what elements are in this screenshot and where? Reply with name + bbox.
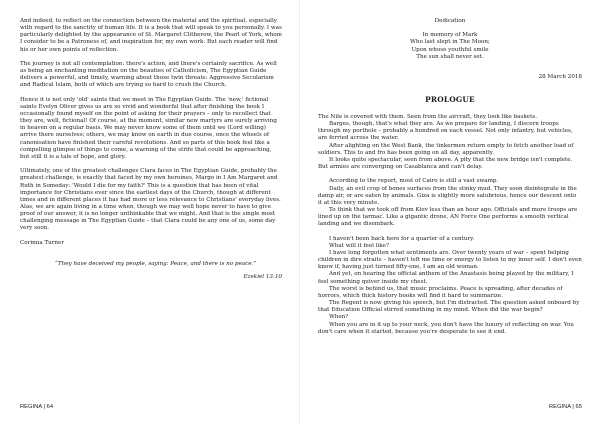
prologue-line: The Regent is now giving his speech, but I'm distracted. The question asked onboard by that Education Official stirred something in my mind. When did the war begin? — [318, 300, 580, 314]
prologue-line: After alighting on the West Bank, the tinkermen return empty to fetch another load of soldiers. This to and fro has been going on all day, apparently. — [318, 142, 574, 156]
prologue-line: I have long forgotten what sentiments are. Over twenty years of war – spent helping children in dire straits – haven't left me time or energy to listen to my inner self. I don't even know if, having just turned fifty-one, I am an old woman. — [318, 249, 582, 271]
prologue-line: The Nile is covered with them. Seen from the aircraft, they look like baskets. — [318, 114, 537, 120]
left-page-body — [20, 18, 282, 281]
prologue-line: And yet, on hearing the official anthem of the Anastasis being played by the military, I feel something quiver inside my chest. — [318, 271, 574, 285]
left-paragraph-1: And indeed, to reflect on the connection between the material and the spiritual, especially with regard to the sanctity of human life. It is a book that will speak to you personally. I was particularly delighted by the appearance of St. Margaret Clitherow, the Pearl of York, whom I consider to be a Patroness of, and inspiration for, my own work. But each reader will find his or her own points of reflection. — [20, 18, 282, 53]
author-signature: Corinna Turner — [20, 239, 65, 246]
prologue-line: When you are in it up to your neck, you don't have the luxury of reflecting on war. You don't care when it started, because you're desperate to see it end. — [318, 321, 574, 335]
dedication-line-1: In memory of Mark — [422, 32, 478, 39]
prologue-line: It looks quite spectacular, seen from above. A pity that the new bridge isn't complete. But armies are converging on Casablanca and can't delay. — [318, 156, 573, 171]
prologue-line: To think that we took off from Kiev less than an hour ago. Officials and more troops are lined up on the tarmac. Like a gigantic drone, AN Force One performs a smooth vertical landing and we disembark. — [318, 207, 578, 228]
prologue-line: The worst is behind us, that music proclaims. Peace is spreading, after decades of horrors, which thick history books will find it hard to summarize. — [318, 285, 563, 299]
prologue-heading: PROLOGUE — [425, 95, 475, 104]
prologue-line: According to the report, most of Cairo is still a vast swamp. — [329, 178, 499, 185]
right-page-footer: REGINA | 65 — [548, 404, 582, 410]
prologue-line: What will it feel like? — [329, 242, 389, 249]
prologue-block-2 — [318, 178, 582, 228]
dedication-line-4: The sun shall never set. — [416, 53, 484, 60]
dedication-date: 28 March 2018 — [538, 74, 582, 80]
prologue-line: I haven't been back here for a quarter of a century. — [329, 235, 475, 242]
left-paragraph-2: The journey is not all contemplation: there's action, and there's certainly sacrifice. As well as being an enchanting meditation on the beauties of Catholicism, The Egyptian Guide delivers a powerful, and timely, warning about those twin threats: Aggressive Secularism and Radical Islam, both of which are trying so hard to crush the Church. — [20, 60, 277, 89]
prologue-body — [318, 114, 582, 343]
dedication-block — [318, 18, 582, 61]
epigraph-quote: “They have deceived my people, saying: Peace, and there is no peace.” — [55, 260, 257, 267]
prologue-line: Daily, an evil crop of bones surfaces from the stinky mud. They soon disintegrate in the damp air, or are eaten by animals. Giza is slightly more salubrious, hence our descent onto it at this very minute. — [318, 185, 577, 206]
left-paragraph-4: Ultimately, one of the greatest challenges Clara faces in The Egyptian Guide, probably the greatest challenge, is exactly that faced by my own heroines, Margo in I Am Margaret and Ruth in Someday: 'Would I die for my faith?' This is a question that has been of vital importance for Christians ever since the earliest days of the Church, though at different times and in different places it has had more or less relevance to Christians' everyday lives. Alas, we are again living in a time when, though we may well hope never to have to give proof of our answer, it is no longer unthinkable that we might. And that is the single most challenging message in The Egyptian Guide – that Clara could be any one of us, some day very soon. — [20, 168, 281, 232]
dedication-title: Dedication — [434, 18, 466, 24]
left-paragraph-3: Hence it is not only 'old' saints that we meet in The Egyptian Guide. The 'new,' fictional saints Evelyn Oliver gives us are so vivid and wonderful that after finishing the book I occasionally found myself on the point of asking for their prayers – only to recollect that they are, well, fictional! Of course, at the moment, similar new martyrs are surely arriving in heaven on a regular basis. We may never know some of them until we (Lord willing) arrive there ourselves; others, we may know on earth in due course, once the wheels of canonisation have finished their careful revolutions. And so parts of this book feel like a compelling glimpse of things to come, a warning of the strife that could be approaching, but still it is a tale of hope, and glory. — [20, 96, 277, 160]
prologue-block-1 — [318, 114, 582, 171]
prologue-line: When? — [329, 314, 349, 321]
epigraph-reference: Ezekiel 13:10 — [243, 274, 282, 281]
prologue-line: Barges, though, that's what they are. As we prepare for landing, I discern troops through my porthole – probably a hundred on each vessel. Not only infantry, but vehicles, are ferried across the water. — [318, 121, 573, 142]
left-page-footer: REGINA | 64 — [20, 404, 54, 410]
dedication-line-3: Upon whose youthful smile — [411, 46, 489, 53]
prologue-block-3 — [318, 236, 582, 336]
dedication-line-2: Who last slept in The Moon; — [410, 39, 490, 46]
